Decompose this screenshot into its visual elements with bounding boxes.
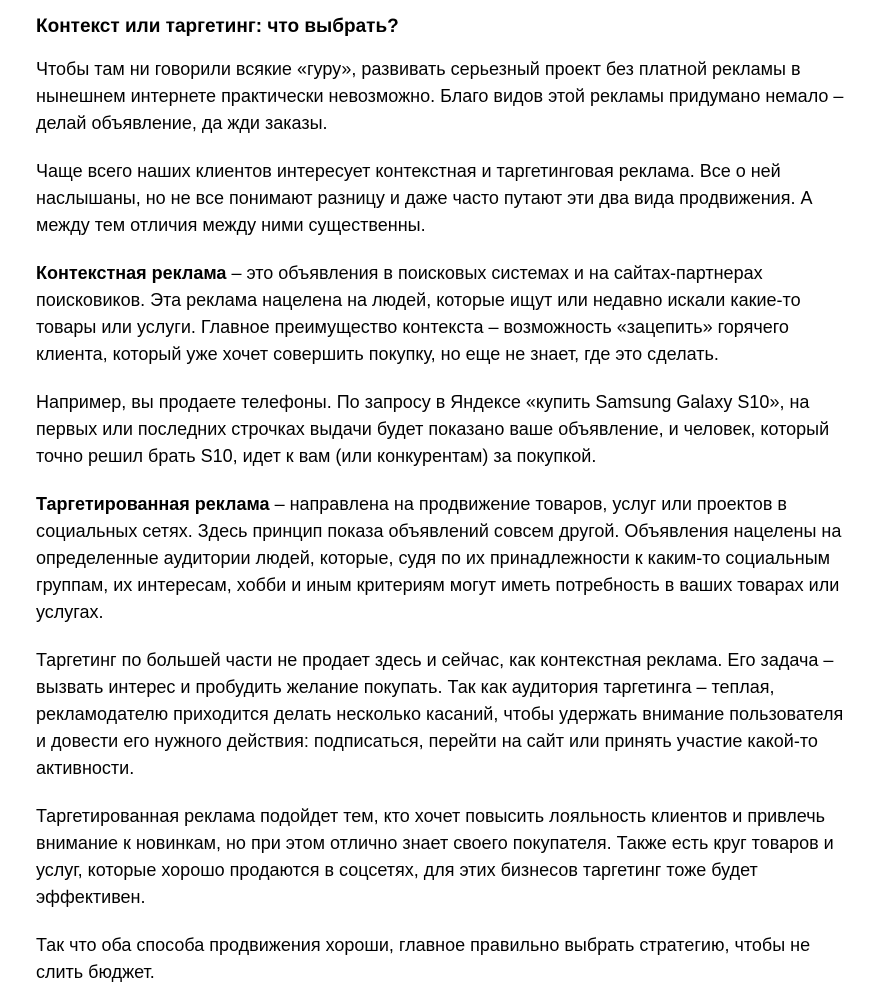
paragraph-text: Например, вы продаете телефоны. По запросу в Яндексе «купить Samsung Galaxy S10», на первых или последних строчках выдачи будет показано ваше объявление, и человек, который точно решил брать S10, идет к вам (или конкурентам) за покупкой.: [36, 392, 830, 466]
paragraph: [36, 803, 848, 911]
paragraph-text: Таргетированная реклама подойдет тем, кто хочет повысить лояльность клиентов и привлечь внимание к новинкам, но при этом отлично знает своего покупателя. Также есть круг товаров и услуг, которые хорошо продаются в соцсетях, для этих бизнесов таргетинг тоже будет эффективен.: [36, 806, 834, 907]
paragraph-text: – это объявления в поисковых системах и на сайтах-партнерах поисковиков. Эта реклама нацелена на людей, которые ищут или недавно искали какие-то товары или услуги. Главное преимущество контекста – возможность «зацепить» горячего клиента, который уже хочет совершить покупку, но еще не знает, где это сделать.: [36, 263, 801, 364]
paragraph-bold-lead: Контекстная реклама: [36, 263, 227, 283]
paragraph: [36, 932, 848, 986]
paragraph-text: – направлена на продвижение товаров, услуг или проектов в социальных сетях. Здесь принцип показа объявлений совсем другой. Объявления нацелены на определенные аудитории людей, которые, судя по их принадлежности к каким-то социальным группам, их интересам, хобби и иным критериям могут иметь потребность в ваших товарах или услугах.: [36, 494, 842, 622]
paragraphs-container: [36, 56, 848, 986]
paragraph-text: Таргетинг по большей части не продает здесь и сейчас, как контекстная реклама. Его задача – вызвать интерес и пробудить желание покупать. Так как аудитория таргетинга – теплая, рекламодателю приходится делать несколько касаний, чтобы удержать внимание пользователя и довести его нужного действия: подписаться, перейти на сайт или принять участие какой-то активности.: [36, 650, 844, 778]
paragraph: [36, 389, 848, 470]
paragraph: [36, 647, 848, 782]
paragraph-text: Чаще всего наших клиентов интересует контекстная и таргетинговая реклама. Все о ней наслышаны, но не все понимают разницу и даже часто путают эти два вида продвижения. А между тем отличия между ними существенны.: [36, 161, 813, 235]
paragraph: [36, 260, 848, 368]
paragraph-bold-lead: Таргетированная реклама: [36, 494, 270, 514]
paragraph: [36, 56, 848, 137]
paragraph: [36, 158, 848, 239]
paragraph-text: Так что оба способа продвижения хороши, главное правильно выбрать стратегию, чтобы не слить бюджет.: [36, 935, 811, 982]
paragraph-text: Чтобы там ни говорили всякие «гуру», развивать серьезный проект без платной рекламы в нынешнем интернете практически невозможно. Благо видов этой рекламы придумано немало – делай объявление, да жди заказы.: [36, 59, 844, 133]
page-title: Контекст или таргетинг: что выбрать?: [36, 16, 399, 37]
paragraph: [36, 491, 848, 626]
